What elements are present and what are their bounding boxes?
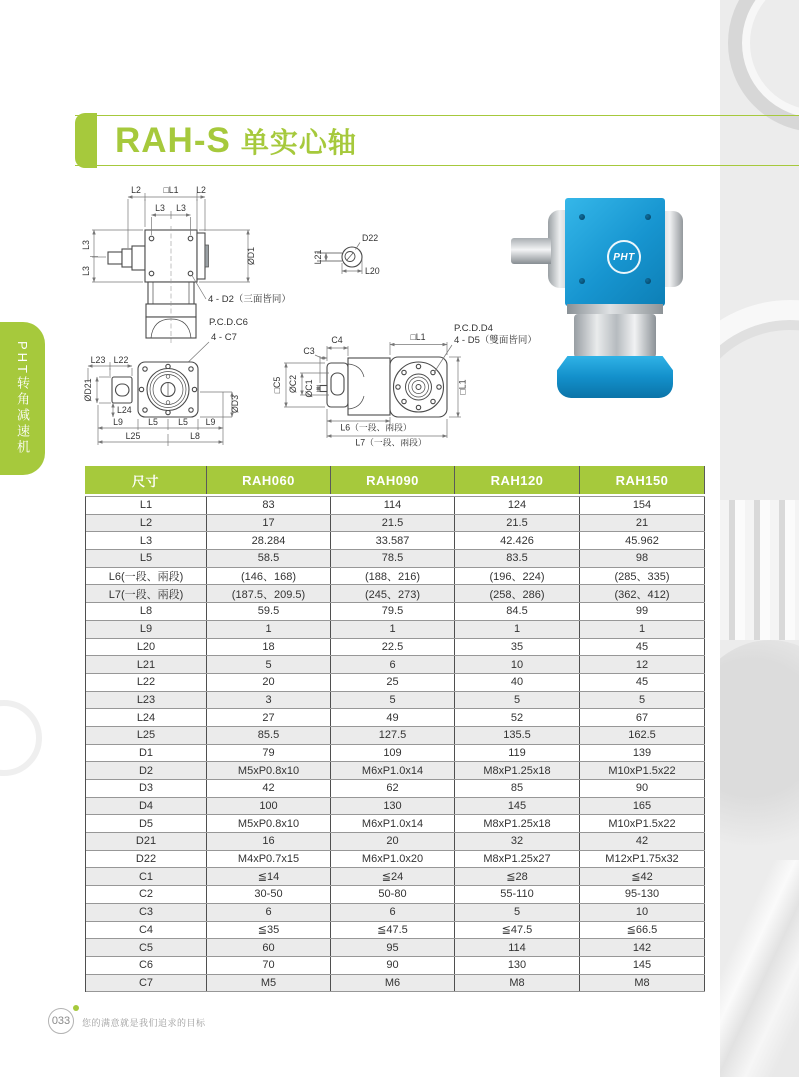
table-cell: 83.5: [455, 550, 580, 567]
dim-label-l21: L21: [313, 249, 323, 265]
table-cell: 1: [580, 621, 705, 638]
dim-label-c5: □C5: [272, 376, 282, 394]
product-photo: [495, 190, 710, 400]
table-row: [86, 886, 705, 904]
dim-label-c2: ØC2: [288, 374, 298, 394]
dim-label-l7: L7（一段、兩段）: [355, 437, 427, 448]
machine-photo-decor: [720, 500, 799, 640]
row-label: L20: [86, 639, 207, 656]
dim-label-l5-right: L5: [178, 417, 188, 427]
table-cell: 20: [207, 674, 331, 691]
table-cell: (285、335): [580, 568, 705, 585]
table-cell: 142: [580, 939, 705, 956]
table-cell: (258、286): [455, 585, 580, 602]
table-cell: 100: [207, 798, 331, 815]
dim-label-c3: C3: [303, 346, 315, 356]
row-label: L1: [86, 497, 207, 514]
dim-label-l20: L20: [365, 266, 380, 276]
table-cell: 32: [455, 833, 580, 850]
table-cell: 55-110: [455, 886, 580, 903]
row-label: L25: [86, 727, 207, 744]
table-cell: 1: [207, 621, 331, 638]
table-cell: 45: [580, 639, 705, 656]
row-label: L7(一段、兩段): [86, 585, 207, 602]
table-cell: 83: [207, 497, 331, 514]
dimension-drawings: [80, 170, 560, 465]
dim-label-l9-left: L9: [113, 417, 123, 427]
table-row: [86, 585, 705, 603]
dim-label-l1-top: □L1: [163, 185, 179, 195]
note-d2: 4 - D2（三面皆同）: [208, 294, 291, 305]
table-cell: 22.5: [331, 639, 455, 656]
table-row: [86, 621, 705, 639]
table-cell: M8xP1.25x18: [455, 762, 580, 779]
row-label: L6(一段、兩段): [86, 568, 207, 585]
dim-label-l22: L22: [113, 355, 129, 365]
dim-label-c1: ØC1: [304, 379, 314, 398]
machine-photo-decor: [720, 860, 799, 1077]
table-cell: 21.5: [331, 515, 455, 532]
row-label: L22: [86, 674, 207, 691]
table-cell: 42: [580, 833, 705, 850]
page-number-badge: [48, 1008, 74, 1034]
table-row: [86, 497, 705, 515]
table-row: [86, 780, 705, 798]
table-cell: 70: [207, 957, 331, 974]
table-cell: 114: [331, 497, 455, 514]
table-row: [86, 515, 705, 533]
dim-label-l3-side-a: L3: [81, 240, 91, 250]
table-cell: 84.5: [455, 603, 580, 620]
table-cell: M10xP1.5x22: [580, 762, 705, 779]
table-cell: 6: [207, 904, 331, 921]
table-cell: 67: [580, 709, 705, 726]
table-cell: 154: [580, 497, 705, 514]
note-c7: 4 - C7: [211, 332, 237, 343]
dim-label-l8: L8: [190, 431, 200, 441]
row-label: D22: [86, 851, 207, 868]
row-label: D3: [86, 780, 207, 797]
table-row: [86, 798, 705, 816]
brand-logo: [607, 240, 641, 274]
table-cell: 85.5: [207, 727, 331, 744]
row-label: C7: [86, 975, 207, 992]
table-cell: 5: [207, 656, 331, 673]
column-header-size: 尺寸: [85, 466, 207, 494]
spec-table-body: [85, 496, 705, 992]
table-cell: 5: [455, 692, 580, 709]
table-cell: 50-80: [331, 886, 455, 903]
table-row: [86, 833, 705, 851]
table-cell: (362、412): [580, 585, 705, 602]
dim-label-l25: L25: [125, 431, 141, 441]
table-cell: 3: [207, 692, 331, 709]
dim-label-l9-right: L9: [205, 417, 216, 427]
page-title: [115, 116, 357, 165]
table-cell: 79.5: [331, 603, 455, 620]
table-cell: 35: [455, 639, 580, 656]
table-row: [86, 709, 705, 727]
photo-screw: [645, 278, 651, 284]
row-label: L9: [86, 621, 207, 638]
table-cell: 10: [455, 656, 580, 673]
column-header-rah090: RAH090: [331, 466, 455, 494]
dim-label-l3-side-b: L3: [81, 266, 91, 276]
table-cell: 90: [331, 957, 455, 974]
table-cell: 130: [331, 798, 455, 815]
row-label: L21: [86, 656, 207, 673]
green-dot: [73, 1005, 79, 1011]
title-bar: [75, 115, 799, 166]
dim-label-l23: L23: [90, 355, 106, 365]
table-cell: 10: [580, 904, 705, 921]
table-cell: 135.5: [455, 727, 580, 744]
page-title-subtitle: 单实心轴: [240, 126, 357, 158]
dim-label-l2-left: L2: [131, 185, 141, 195]
table-cell: 40: [455, 674, 580, 691]
row-label: D2: [86, 762, 207, 779]
table-cell: (188、216): [331, 568, 455, 585]
row-label: L5: [86, 550, 207, 567]
table-cell: ≦35: [207, 922, 331, 939]
table-cell: 78.5: [331, 550, 455, 567]
table-row: [86, 939, 705, 957]
table-cell: 58.5: [207, 550, 331, 567]
dim-label-d21: ØD21: [83, 378, 93, 402]
table-row: [86, 975, 705, 993]
table-cell: ≦66.5: [580, 922, 705, 939]
table-cell: 49: [331, 709, 455, 726]
table-cell: ≦47.5: [455, 922, 580, 939]
spec-table-header: [85, 466, 705, 494]
table-cell: ≦24: [331, 868, 455, 885]
table-cell: (245、273): [331, 585, 455, 602]
gear-photo-decor: [728, 0, 799, 132]
dim-label-l5-left: L5: [148, 417, 158, 427]
dim-label-l1-top2: □L1: [410, 332, 426, 342]
column-header-rah120: RAH120: [455, 466, 580, 494]
table-cell: 99: [580, 603, 705, 620]
table-cell: 45.962: [580, 532, 705, 549]
page-number: 033: [51, 1015, 71, 1027]
table-row: [86, 674, 705, 692]
table-cell: M5xP0.8x10: [207, 815, 331, 832]
dim-label-l3-a: L3: [155, 203, 165, 213]
table-row: [86, 957, 705, 975]
table-cell: 145: [580, 957, 705, 974]
table-cell: M12xP1.75x32: [580, 851, 705, 868]
table-row: [86, 727, 705, 745]
table-cell: 139: [580, 745, 705, 762]
page-title-model: RAH-S: [115, 120, 231, 160]
table-cell: 42.426: [455, 532, 580, 549]
table-cell: 25: [331, 674, 455, 691]
table-row: [86, 745, 705, 763]
table-row: [86, 904, 705, 922]
row-label: L8: [86, 603, 207, 620]
table-row: [86, 868, 705, 886]
table-cell: 6: [331, 656, 455, 673]
table-cell: ≦28: [455, 868, 580, 885]
table-cell: 21.5: [455, 515, 580, 532]
table-cell: ≦42: [580, 868, 705, 885]
dim-label-d22: D22: [362, 233, 379, 243]
table-cell: 62: [331, 780, 455, 797]
table-cell: M8: [580, 975, 705, 992]
table-cell: 79: [207, 745, 331, 762]
table-row: [86, 851, 705, 869]
table-cell: 90: [580, 780, 705, 797]
row-label: C5: [86, 939, 207, 956]
table-cell: M10xP1.5x22: [580, 815, 705, 832]
table-cell: 130: [455, 957, 580, 974]
table-row: [86, 568, 705, 586]
table-cell: 27: [207, 709, 331, 726]
table-cell: 21: [580, 515, 705, 532]
table-cell: M6: [331, 975, 455, 992]
table-cell: 16: [207, 833, 331, 850]
table-cell: 1: [331, 621, 455, 638]
column-header-rah060: RAH060: [207, 466, 331, 494]
table-cell: (187.5、209.5): [207, 585, 331, 602]
table-cell: M6xP1.0x14: [331, 762, 455, 779]
row-label: D4: [86, 798, 207, 815]
table-cell: 42: [207, 780, 331, 797]
table-row: [86, 603, 705, 621]
photo-output-flange: [557, 356, 673, 398]
dim-label-d1: ØD1: [246, 246, 256, 266]
brand-logo-text: PHT: [613, 251, 635, 263]
note-pcd-d4: P.C.D.D4: [454, 323, 493, 334]
front-view-drawing: [81, 185, 291, 373]
table-cell: 85: [455, 780, 580, 797]
table-row: [86, 762, 705, 780]
table-row: [86, 532, 705, 550]
table-cell: 145: [455, 798, 580, 815]
table-cell: M5: [207, 975, 331, 992]
table-cell: (146、168): [207, 568, 331, 585]
photo-adapter-ring: [567, 304, 663, 314]
table-cell: M6xP1.0x14: [331, 815, 455, 832]
table-cell: 6: [331, 904, 455, 921]
row-label: L23: [86, 692, 207, 709]
table-cell: 124: [455, 497, 580, 514]
table-cell: 45: [580, 674, 705, 691]
table-cell: ≦14: [207, 868, 331, 885]
table-row: [86, 815, 705, 833]
table-cell: 17: [207, 515, 331, 532]
photo-screw: [579, 214, 585, 220]
table-cell: 165: [580, 798, 705, 815]
table-cell: 60: [207, 939, 331, 956]
table-cell: 98: [580, 550, 705, 567]
dim-label-l24: L24: [117, 405, 132, 415]
table-cell: ≦47.5: [331, 922, 455, 939]
table-cell: 52: [455, 709, 580, 726]
photo-input-shaft: [511, 238, 551, 264]
note-pcd-c6: P.C.D.C6: [209, 317, 248, 328]
table-cell: 20: [331, 833, 455, 850]
table-cell: 109: [331, 745, 455, 762]
table-cell: M5xP0.8x10: [207, 762, 331, 779]
output-face-view-drawing: [83, 355, 240, 446]
table-cell: 162.5: [580, 727, 705, 744]
table-cell: 95: [331, 939, 455, 956]
dim-label-l1-right: □L1: [457, 379, 468, 395]
sidebar-tab: [0, 322, 45, 475]
dim-label-d3: ØD3: [230, 394, 240, 414]
table-cell: 59.5: [207, 603, 331, 620]
photo-screw: [579, 278, 585, 284]
row-label: C2: [86, 886, 207, 903]
row-label: D21: [86, 833, 207, 850]
column-header-rah150: RAH150: [580, 466, 705, 494]
table-cell: 33.587: [331, 532, 455, 549]
table-cell: M8xP1.25x27: [455, 851, 580, 868]
shaft-end-view-drawing: [313, 233, 380, 276]
table-cell: 1: [455, 621, 580, 638]
table-cell: 119: [455, 745, 580, 762]
table-cell: (196、224): [455, 568, 580, 585]
table-cell: 5: [455, 904, 580, 921]
row-label: D5: [86, 815, 207, 832]
row-label: C6: [86, 957, 207, 974]
table-cell: 95-130: [580, 886, 705, 903]
machine-photo-decor: [720, 640, 799, 860]
dim-label-l3-b: L3: [176, 203, 186, 213]
title-accent-bar: [75, 113, 97, 168]
table-cell: 127.5: [331, 727, 455, 744]
row-label: L2: [86, 515, 207, 532]
photo-screw: [645, 214, 651, 220]
table-cell: 5: [331, 692, 455, 709]
dim-label-l2-right: L2: [196, 185, 206, 195]
footer-slogan: 您的满意就是我们追求的目标: [82, 1018, 206, 1028]
table-cell: 30-50: [207, 886, 331, 903]
table-cell: 114: [455, 939, 580, 956]
row-label: D1: [86, 745, 207, 762]
table-row: [86, 639, 705, 657]
row-label: L24: [86, 709, 207, 726]
dim-label-l6: L6（一段、兩段）: [340, 422, 412, 433]
sidebar-tab-label: PHT转角减速机: [15, 341, 30, 456]
table-cell: 12: [580, 656, 705, 673]
row-label: L3: [86, 532, 207, 549]
table-cell: M8xP1.25x18: [455, 815, 580, 832]
table-cell: M4xP0.7x15: [207, 851, 331, 868]
spec-table: [85, 466, 705, 992]
row-label: C1: [86, 868, 207, 885]
dim-label-c4: C4: [331, 335, 343, 345]
table-row: [86, 550, 705, 568]
row-label: C3: [86, 904, 207, 921]
table-row: [86, 922, 705, 940]
photo-gearbox-body: [565, 198, 665, 306]
table-cell: M8: [455, 975, 580, 992]
row-label: C4: [86, 922, 207, 939]
table-row: [86, 656, 705, 674]
table-cell: M6xP1.0x20: [331, 851, 455, 868]
table-cell: 28.284: [207, 532, 331, 549]
photo-output-cylinder: [574, 314, 656, 358]
note-d5: 4 - D5（雙面皆同）: [454, 335, 537, 346]
table-cell: 18: [207, 639, 331, 656]
left-edge-decor: [0, 700, 42, 776]
table-cell: 5: [580, 692, 705, 709]
table-row: [86, 692, 705, 710]
